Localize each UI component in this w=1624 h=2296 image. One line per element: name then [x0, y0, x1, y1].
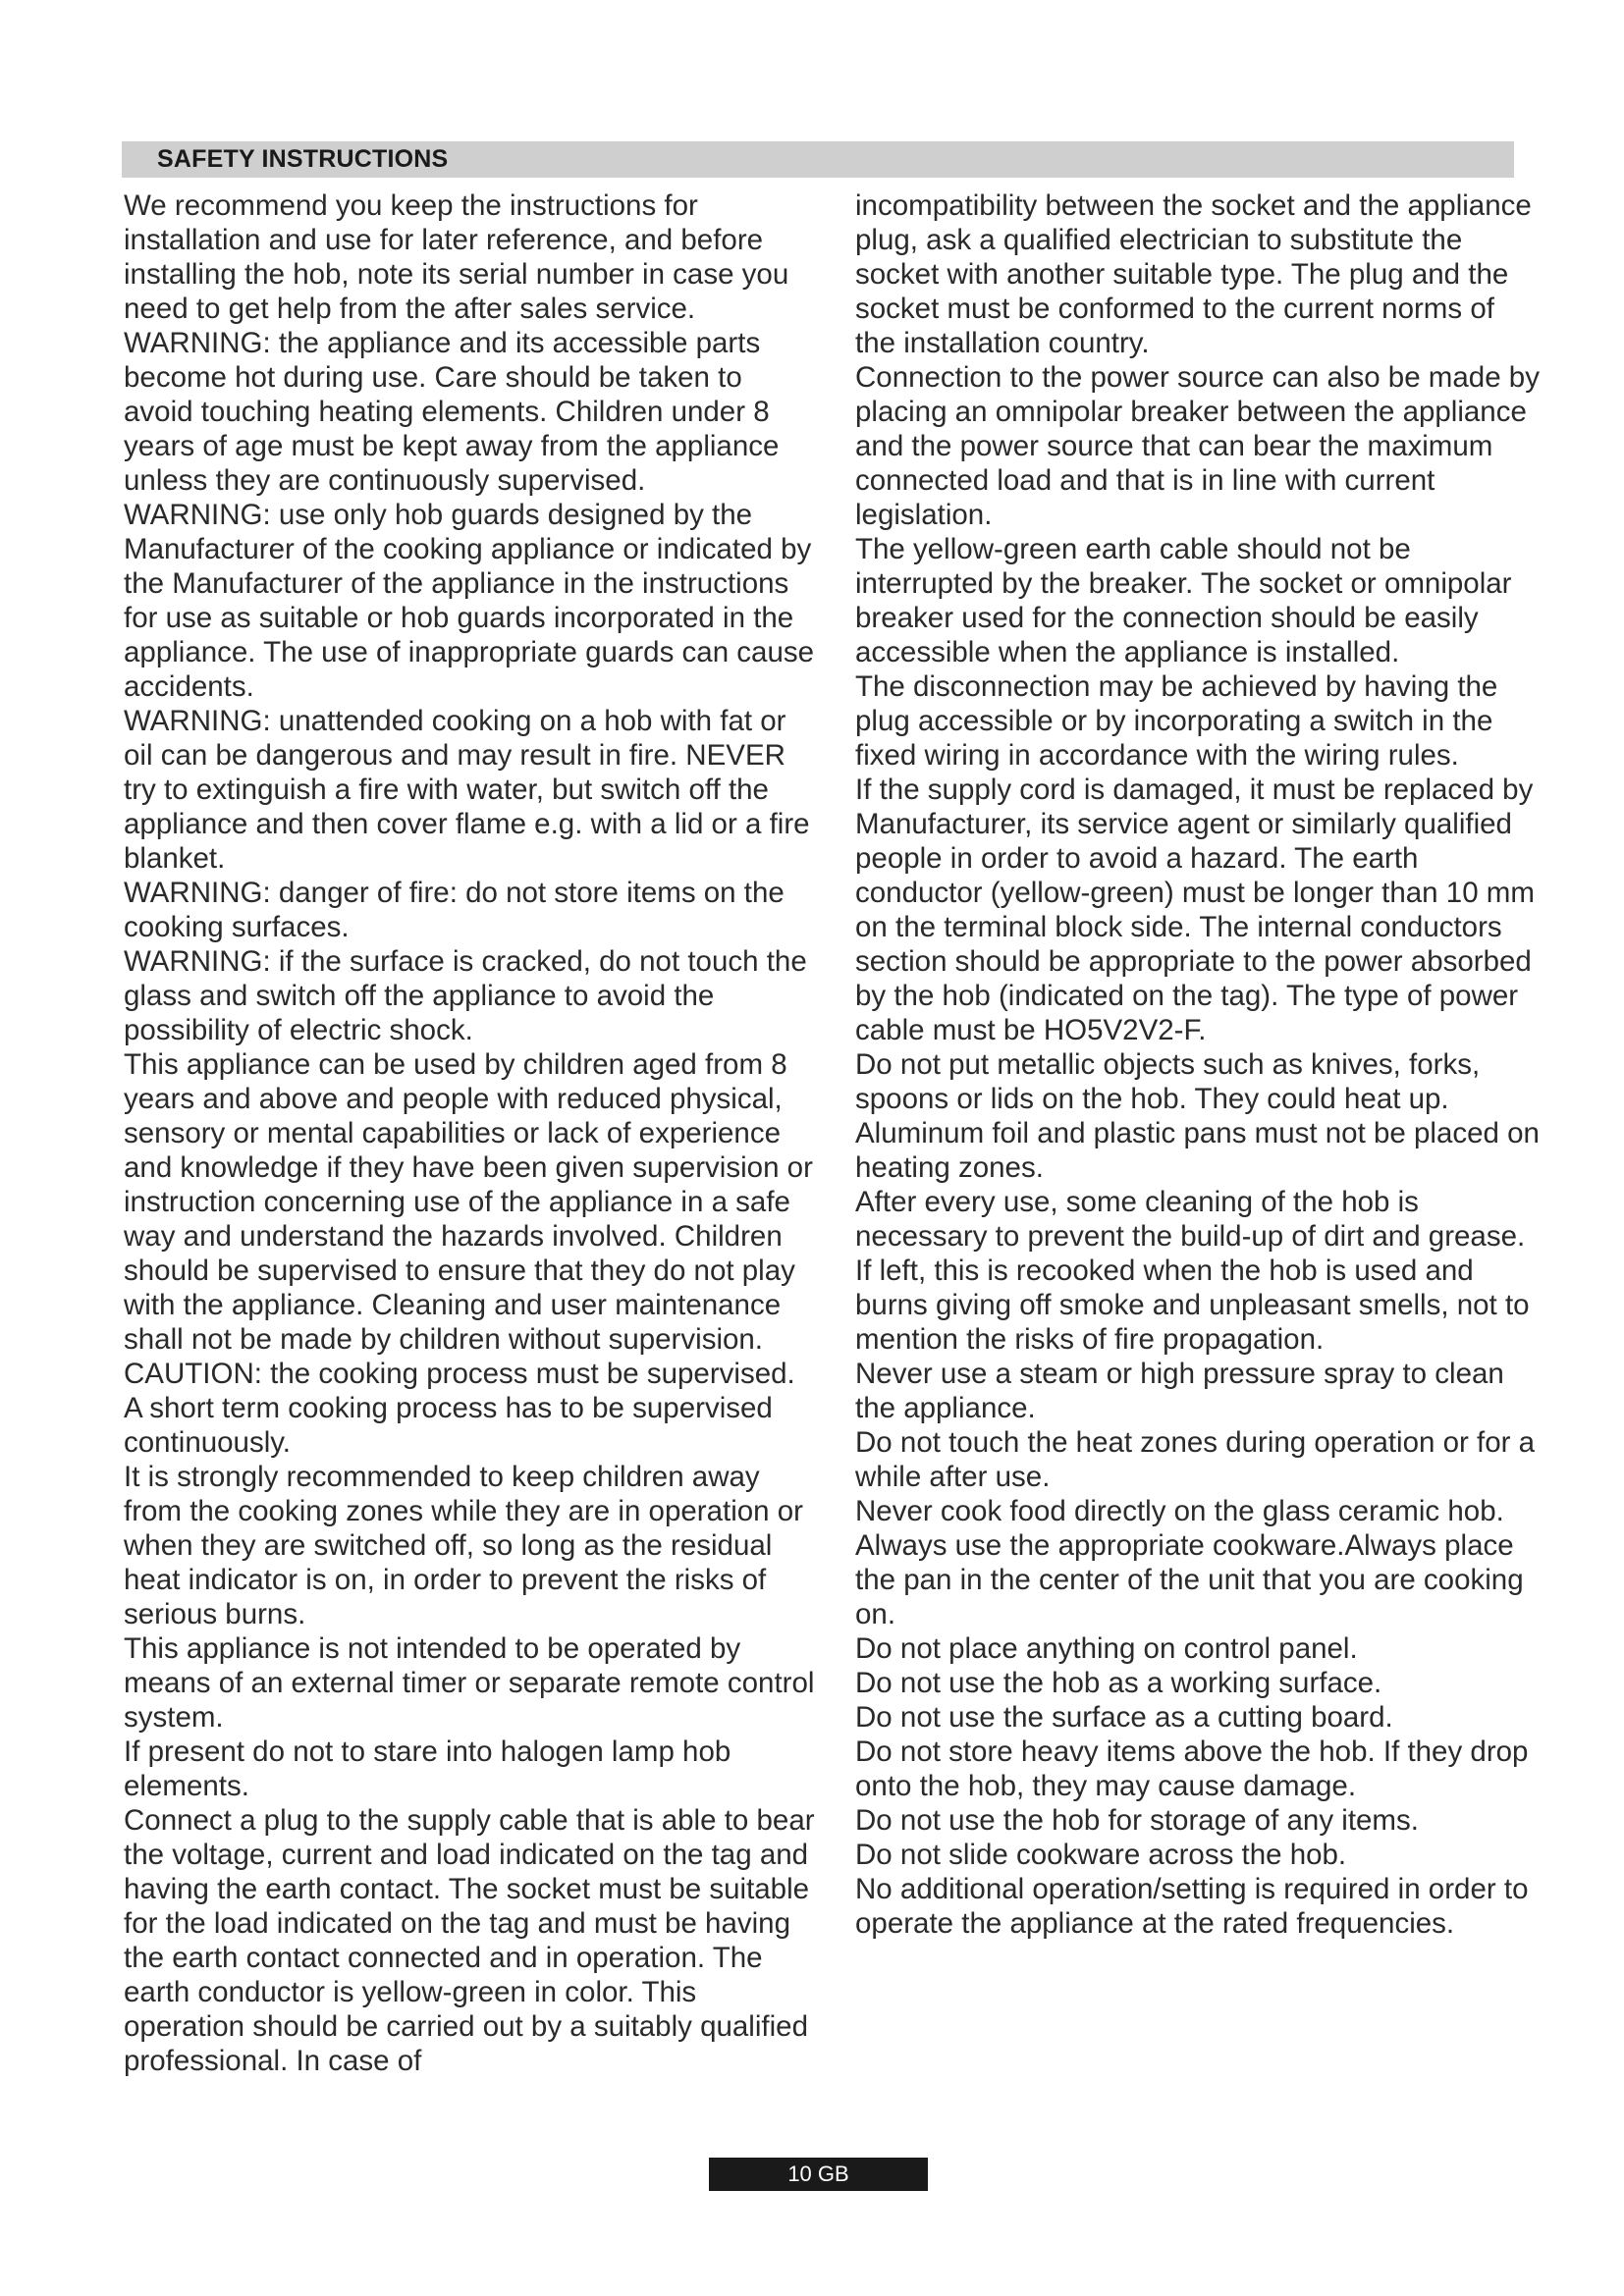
paragraph: If the supply cord is damaged, it must be replaced by Manufacturer, its service agent or similarly qualified people in order to avoid a hazard. The earth conductor (yellow-green) must be longer than 10 mm on the terminal block side. The internal conductors section should be appropriate to the power absorbed by the hob (indicated on the tag). The type of power cable must be HO5V2V2-F. [855, 774, 1535, 1046]
right-text-column [855, 188, 1543, 2150]
paragraph: WARNING: danger of fire: do not store items on the cooking surfaces. [124, 877, 785, 943]
paragraph: If present do not to stare into halogen lamp hob elements. [124, 1735, 731, 1802]
section-title: SAFETY INSTRUCTIONS [157, 145, 449, 173]
paragraph: Aluminum foil and plastic pans must not be placed on heating zones. [855, 1117, 1540, 1184]
paragraph: Connect a plug to the supply cable that is able to bear the voltage, current and load indicated on the tag and having the earth contact. The socket must be suitable for the load indicated on the tag and must be having the earth contact connected and in operation. The earth conductor is yellow-green in color. This operation should be carried out by a suitably qualified professional. In case of [124, 1804, 815, 2077]
paragraph: No additional operation/setting is required in order to operate the appliance at the rated frequencies. [855, 1873, 1529, 1940]
paragraph: The disconnection may be achieved by having the plug accessible or by incorporating a switch in the fixed wiring in accordance with the wiring rules. [855, 670, 1498, 772]
paragraph: This appliance is not intended to be operated by means of an external timer or separate remote control system. [124, 1632, 815, 1734]
left-text-column [124, 188, 817, 2150]
paragraph: Do not touch the heat zones during operation or for a while after use. [855, 1426, 1536, 1493]
paragraph: We recommend you keep the instructions for installation and use for later reference, and before installing the hob, note its serial number in case you need to get help from the after sales service. [124, 189, 789, 325]
paragraph: Do not use the hob as a working surface. [855, 1667, 1382, 1699]
paragraph: Do not put metallic objects such as knives, forks, spoons or lids on the hob. They could heat up. [855, 1048, 1481, 1115]
paragraph: CAUTION: the cooking process must be supervised. A short term cooking process has to be supervised continuously. [124, 1358, 795, 1459]
paragraph: Do not slide cookware across the hob. [855, 1839, 1347, 1871]
paragraph: incompatibility between the socket and the appliance plug, ask a qualified electrician to substitute the socket with another suitable type. The plug and the socket must be conformed to the current norms of the installation country. [855, 189, 1532, 359]
paragraph: The yellow-green earth cable should not be interrupted by the breaker. The socket or omnipolar breaker used for the connection should be easily accessible when the appliance is installed. [855, 533, 1512, 668]
paragraph: It is strongly recommended to keep children away from the cooking zones while they are in operation or when they are switched off, so long as the residual heat indicator is on, in order to prevent the risks of serious burns. [124, 1461, 803, 1630]
paragraph: After every use, some cleaning of the hob is necessary to prevent the build-up of dirt and grease. If left, this is recooked when the hob is used and burns giving off smoke and unpleasant smells, not to mention the risks of fire propagation. [855, 1186, 1530, 1356]
paragraph: WARNING: unattended cooking on a hob with fat or oil can be dangerous and may result in fire. NEVER try to extinguish a fire with water, but switch off the appliance and then cover flame e.g. with a lid or a fire blanket. [124, 705, 810, 875]
paragraph: Do not place anything on control panel. [855, 1632, 1358, 1665]
paragraph: Connection to the power source can also be made by placing an omnipolar breaker between the appliance and the power source that can bear the maximum connected load and that is in line with current legislation. [855, 361, 1540, 531]
page-number: 10 GB [787, 2162, 849, 2186]
paragraph: Never cook food directly on the glass ceramic hob. [855, 1495, 1504, 1527]
paragraph: Never use a steam or high pressure spray to clean the appliance. [855, 1358, 1504, 1424]
paragraph: Always use the appropriate cookware.Always place the pan in the center of the unit that you are cooking on. [855, 1529, 1524, 1630]
paragraph: WARNING: use only hob guards designed by the Manufacturer of the cooking appliance or indicated by the Manufacturer of the appliance in the instructions for use as suitable or hob guards incorporated in the appliance. The use of inappropriate guards can cause accidents. [124, 499, 815, 703]
paragraph: Do not store heavy items above the hob. If they drop onto the hob, they may cause damage. [855, 1735, 1529, 1802]
paragraph: Do not use the surface as a cutting board. [855, 1701, 1393, 1734]
section-header-bar [122, 141, 1514, 178]
page-number-bar [709, 2158, 928, 2191]
paragraph: Do not use the hob for storage of any items. [855, 1804, 1419, 1837]
paragraph: This appliance can be used by children aged from 8 years and above and people with reduced physical, sensory or mental capabilities or lack of experience and knowledge if they have been given supervision or instruction concerning use of the appliance in a safe way and understand the hazards involved. Children should be supervised to ensure that they do not play with the appliance. Cleaning and user maintenance shall not be made by children without supervision. [124, 1048, 813, 1356]
paragraph: WARNING: if the surface is cracked, do not touch the glass and switch off the appliance to avoid the possibility of electric shock. [124, 945, 807, 1046]
paragraph: WARNING: the appliance and its accessible parts become hot during use. Care should be taken to avoid touching heating elements. Children under 8 years of age must be kept away from the appliance unless they are continuously supervised. [124, 327, 780, 497]
